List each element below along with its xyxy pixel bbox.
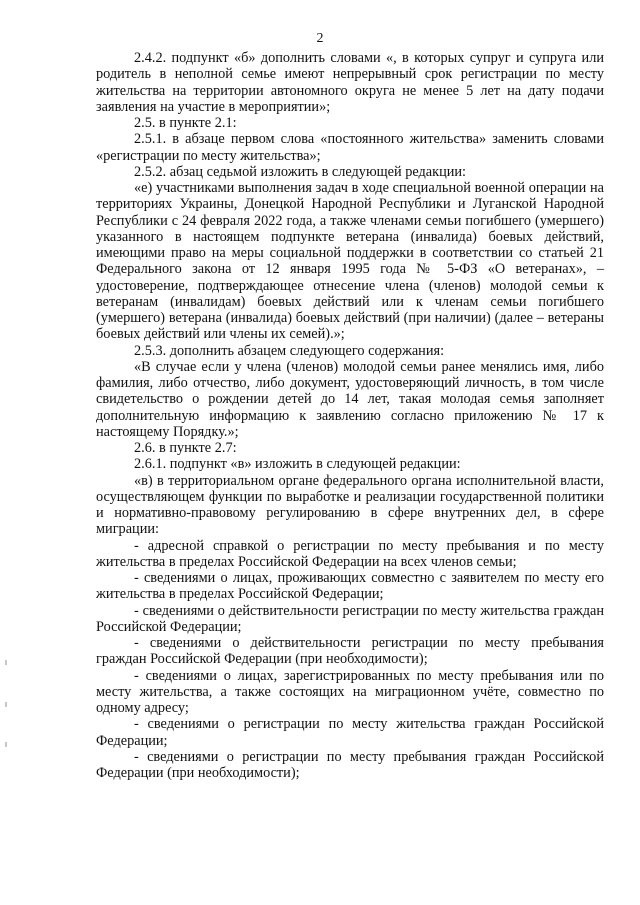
- list-item: - адресной справкой о регистрации по месту пребывания и по месту жительства в пределах Российской Федерации на всех членов семьи;: [96, 537, 604, 570]
- list-item: - сведениями о регистрации по месту жительства граждан Российской Федерации;: [96, 716, 604, 749]
- paragraph-subitem-e: «е) участниками выполнения задач в ходе специальной военной операции на территориях Украины, Донецкой Народной Республики и Луганской Народной Республики с 24 февраля 2022 года, а также членами семьи погибшего (умершего) указанного в настоящем подпункте ветерана (инвалида) боевых действий, имеющими право на меры социальной поддержки в соответствии со статьей 21 Федерального закона от 12 января 1995 года № 5-ФЗ «О ветеранах», – удостоверение, подтверждающее отнесение члена (членов) молодой семьи к ветеранам (инвалидам) боевых действий или к членам семьи погибшего (умершего) ветерана (инвалида) боевых действий (при наличии) (далее – ветераны боевых действий или члены их семей).»;: [96, 180, 604, 343]
- paragraph-2-5: 2.5. в пункте 2.1:: [134, 115, 237, 131]
- scan-margin-mark: [5, 702, 7, 707]
- paragraph-2-4-2: 2.4.2. подпункт «б» дополнить словами «, в которых супруг и супруга или родитель в неполной семье имеют непрерывный срок регистрации по месту жительства на территории автономного округа не менее 5 лет на дату подачи заявления на участие в мероприятии»;: [96, 50, 604, 115]
- list-item: - сведениями о регистрации по месту пребывания граждан Российской Федерации (при необходимости);: [96, 748, 604, 781]
- list-item: - сведениями о лицах, проживающих совместно с заявителем по месту его жительства в пределах Российской Федерации;: [96, 570, 604, 603]
- paragraph-2-5-1: 2.5.1. в абзаце первом слова «постоянного жительства» заменить словами «регистрации по месту жительства»;: [96, 131, 604, 164]
- paragraph-2-6-1: 2.6.1. подпункт «в» изложить в следующей редакции:: [134, 456, 461, 473]
- list-item: - сведениями о действительности регистрации по месту жительства граждан Российской Федерации;: [96, 602, 604, 635]
- paragraph-name-change: «В случае если у члена (членов) молодой семьи ранее менялись имя, либо фамилия, либо отчество, либо документ, удостоверяющий личность, в том числе свидетельство о рождении детей до 14 лет, такая молодая семья заполняет дополнительную информацию к заявлению согласно приложению № 17 к настоящему Порядку.»;: [96, 358, 604, 440]
- paragraph-subitem-v: «в) в территориальном органе федерального органа исполнительной власти, осуществляющем функции по выработке и реализации государственной политики и нормативно-правовому регулированию в сфере внутренних дел, в сфере миграции:: [96, 472, 604, 538]
- paragraph-2-5-3: 2.5.3. дополнить абзацем следующего содержания:: [134, 342, 445, 359]
- scan-margin-mark: [5, 660, 7, 665]
- list-item: - сведениями о действительности регистрации по месту пребывания граждан Российской Федерации (при необходимости);: [96, 635, 604, 668]
- paragraph-2-5-2: 2.5.2. абзац седьмой изложить в следующей редакции:: [134, 163, 467, 180]
- document-body: [96, 50, 604, 781]
- paragraph-2-6: 2.6. в пункте 2.7:: [134, 440, 237, 456]
- scan-margin-mark: [5, 742, 7, 747]
- list-item: - сведениями о лицах, зарегистрированных по месту пребывания или по месту жительства, а также состоящих на миграционном учёте, совместно по одному адресу;: [96, 667, 604, 716]
- page-number: 2: [316, 31, 324, 46]
